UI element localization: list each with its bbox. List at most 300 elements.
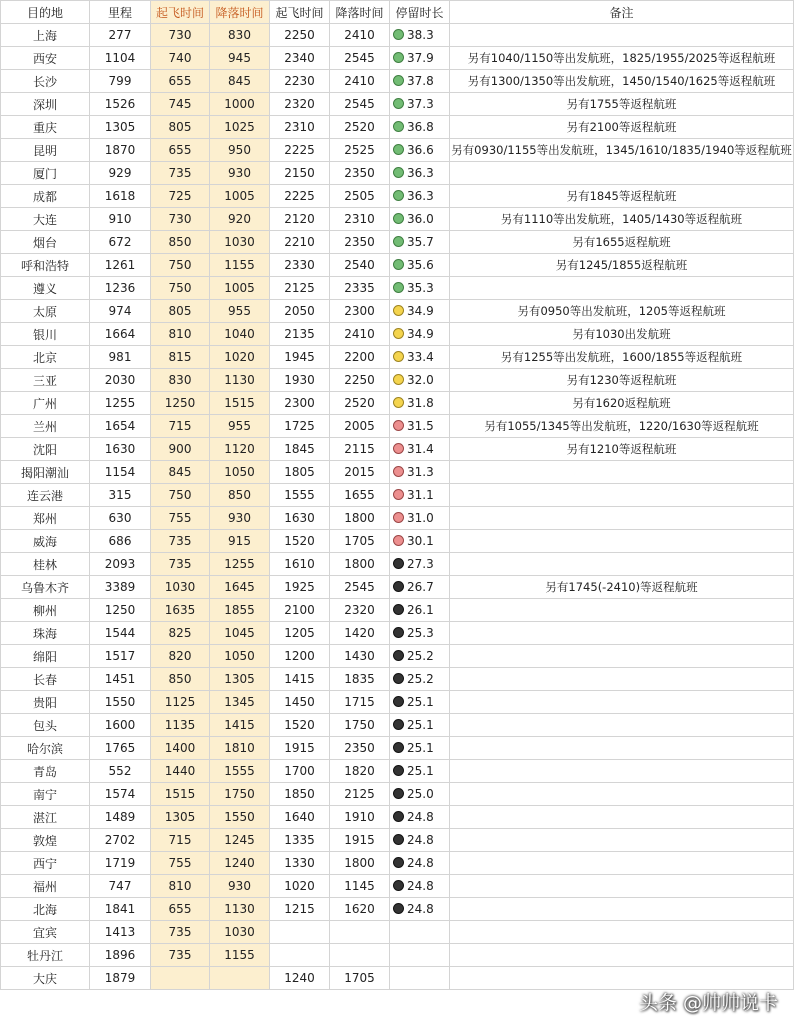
stay-duration-cell xyxy=(390,760,450,783)
stay-value: 31.1 xyxy=(407,488,434,502)
return-arrival-cell: 1915 xyxy=(330,829,390,852)
return-arrival-cell: 1910 xyxy=(330,806,390,829)
stay-value: 37.9 xyxy=(407,51,434,65)
destination-cell: 湛江 xyxy=(1,806,90,829)
table-row xyxy=(1,231,794,254)
outbound-arrival-cell: 1750 xyxy=(210,783,270,806)
black-status-dot-icon xyxy=(393,673,404,684)
outbound-arrival-cell xyxy=(210,967,270,990)
return-departure-cell xyxy=(270,921,330,944)
table-row xyxy=(1,208,794,231)
black-status-dot-icon xyxy=(393,903,404,914)
destination-cell: 成都 xyxy=(1,185,90,208)
notes-cell xyxy=(450,714,794,737)
outbound-arrival-cell: 1255 xyxy=(210,553,270,576)
notes-cell: 另有1255等出发航班，1600/1855等返程航班 xyxy=(450,346,794,369)
red-status-dot-icon xyxy=(393,512,404,523)
return-departure-cell: 1845 xyxy=(270,438,330,461)
table-row xyxy=(1,967,794,990)
return-arrival-cell: 2525 xyxy=(330,139,390,162)
header-outbound-departure: 起飞时间 xyxy=(151,1,210,24)
stay-value: 24.8 xyxy=(407,856,434,870)
yellow-status-dot-icon xyxy=(393,351,404,362)
outbound-departure-cell: 1635 xyxy=(151,599,210,622)
return-arrival-cell: 1820 xyxy=(330,760,390,783)
return-arrival-cell: 2310 xyxy=(330,208,390,231)
destination-cell: 烟台 xyxy=(1,231,90,254)
distance-cell: 1765 xyxy=(90,737,151,760)
outbound-departure-cell: 1440 xyxy=(151,760,210,783)
return-arrival-cell: 1715 xyxy=(330,691,390,714)
destination-cell: 西宁 xyxy=(1,852,90,875)
return-arrival-cell: 1800 xyxy=(330,852,390,875)
destination-cell: 贵阳 xyxy=(1,691,90,714)
notes-cell xyxy=(450,806,794,829)
outbound-arrival-cell: 1040 xyxy=(210,323,270,346)
distance-cell: 2030 xyxy=(90,369,151,392)
return-arrival-cell: 2540 xyxy=(330,254,390,277)
notes-cell: 另有1620返程航班 xyxy=(450,392,794,415)
stay-duration-cell xyxy=(390,668,450,691)
outbound-departure-cell: 1250 xyxy=(151,392,210,415)
stay-value: 25.1 xyxy=(407,764,434,778)
distance-cell: 1896 xyxy=(90,944,151,967)
stay-duration-cell xyxy=(390,967,450,990)
return-arrival-cell: 2520 xyxy=(330,116,390,139)
table-row xyxy=(1,645,794,668)
outbound-arrival-cell: 1245 xyxy=(210,829,270,852)
return-departure-cell: 1640 xyxy=(270,806,330,829)
green-status-dot-icon xyxy=(393,167,404,178)
stay-value: 24.8 xyxy=(407,902,434,916)
table-row xyxy=(1,852,794,875)
destination-cell: 三亚 xyxy=(1,369,90,392)
table-row xyxy=(1,116,794,139)
distance-cell: 1413 xyxy=(90,921,151,944)
outbound-departure-cell: 735 xyxy=(151,921,210,944)
yellow-status-dot-icon xyxy=(393,397,404,408)
outbound-departure-cell: 850 xyxy=(151,231,210,254)
return-departure-cell: 2135 xyxy=(270,323,330,346)
return-departure-cell: 1335 xyxy=(270,829,330,852)
stay-value: 36.0 xyxy=(407,212,434,226)
outbound-arrival-cell: 845 xyxy=(210,70,270,93)
outbound-arrival-cell: 1020 xyxy=(210,346,270,369)
distance-cell: 552 xyxy=(90,760,151,783)
green-status-dot-icon xyxy=(393,236,404,247)
notes-cell: 另有1040/1150等出发航班，1825/1955/2025等返程航班 xyxy=(450,47,794,70)
distance-cell: 1618 xyxy=(90,185,151,208)
green-status-dot-icon xyxy=(393,144,404,155)
return-arrival-cell: 2545 xyxy=(330,576,390,599)
black-status-dot-icon xyxy=(393,650,404,661)
stay-value: 26.7 xyxy=(407,580,434,594)
notes-cell xyxy=(450,530,794,553)
stay-duration-cell xyxy=(390,277,450,300)
stay-duration-cell xyxy=(390,622,450,645)
destination-cell: 银川 xyxy=(1,323,90,346)
distance-cell: 1719 xyxy=(90,852,151,875)
outbound-departure-cell: 830 xyxy=(151,369,210,392)
green-status-dot-icon xyxy=(393,213,404,224)
return-departure-cell: 2125 xyxy=(270,277,330,300)
green-status-dot-icon xyxy=(393,75,404,86)
outbound-departure-cell: 850 xyxy=(151,668,210,691)
table-row xyxy=(1,185,794,208)
table-row xyxy=(1,24,794,47)
stay-value: 37.8 xyxy=(407,74,434,88)
stay-duration-cell xyxy=(390,254,450,277)
return-departure-cell: 1555 xyxy=(270,484,330,507)
outbound-arrival-cell: 1345 xyxy=(210,691,270,714)
stay-duration-cell xyxy=(390,507,450,530)
stay-value: 24.8 xyxy=(407,833,434,847)
notes-cell xyxy=(450,277,794,300)
red-status-dot-icon xyxy=(393,489,404,500)
stay-value: 25.0 xyxy=(407,787,434,801)
black-status-dot-icon xyxy=(393,857,404,868)
outbound-departure-cell: 655 xyxy=(151,898,210,921)
distance-cell: 1600 xyxy=(90,714,151,737)
stay-duration-cell xyxy=(390,346,450,369)
distance-cell: 1630 xyxy=(90,438,151,461)
stay-duration-cell xyxy=(390,645,450,668)
distance-cell: 981 xyxy=(90,346,151,369)
notes-cell xyxy=(450,967,794,990)
stay-value: 24.8 xyxy=(407,810,434,824)
return-departure-cell: 2310 xyxy=(270,116,330,139)
outbound-arrival-cell: 1155 xyxy=(210,944,270,967)
distance-cell: 1664 xyxy=(90,323,151,346)
destination-cell: 连云港 xyxy=(1,484,90,507)
return-arrival-cell: 1705 xyxy=(330,967,390,990)
notes-cell xyxy=(450,668,794,691)
outbound-departure-cell: 845 xyxy=(151,461,210,484)
return-departure-cell: 1330 xyxy=(270,852,330,875)
destination-cell: 南宁 xyxy=(1,783,90,806)
outbound-departure-cell: 715 xyxy=(151,829,210,852)
notes-cell xyxy=(450,760,794,783)
distance-cell: 1654 xyxy=(90,415,151,438)
outbound-departure-cell: 1030 xyxy=(151,576,210,599)
stay-value: 25.2 xyxy=(407,649,434,663)
notes-cell xyxy=(450,921,794,944)
return-departure-cell: 1805 xyxy=(270,461,330,484)
destination-cell: 厦门 xyxy=(1,162,90,185)
stay-value: 34.9 xyxy=(407,304,434,318)
distance-cell: 1841 xyxy=(90,898,151,921)
return-departure-cell: 1520 xyxy=(270,714,330,737)
outbound-departure-cell: 655 xyxy=(151,139,210,162)
stay-duration-cell xyxy=(390,553,450,576)
return-arrival-cell: 2250 xyxy=(330,369,390,392)
notes-cell xyxy=(450,484,794,507)
notes-cell xyxy=(450,162,794,185)
notes-cell xyxy=(450,829,794,852)
stay-value: 36.3 xyxy=(407,189,434,203)
outbound-arrival-cell: 955 xyxy=(210,415,270,438)
distance-cell: 630 xyxy=(90,507,151,530)
stay-value: 34.9 xyxy=(407,327,434,341)
notes-cell: 另有1210等返程航班 xyxy=(450,438,794,461)
table-row xyxy=(1,47,794,70)
return-departure-cell: 2330 xyxy=(270,254,330,277)
outbound-departure-cell: 730 xyxy=(151,208,210,231)
green-status-dot-icon xyxy=(393,259,404,270)
outbound-arrival-cell: 1000 xyxy=(210,93,270,116)
table-row xyxy=(1,760,794,783)
table-row xyxy=(1,277,794,300)
stay-duration-cell xyxy=(390,323,450,346)
table-row xyxy=(1,392,794,415)
stay-value: 35.7 xyxy=(407,235,434,249)
destination-cell: 柳州 xyxy=(1,599,90,622)
destination-cell: 沈阳 xyxy=(1,438,90,461)
destination-cell: 牡丹江 xyxy=(1,944,90,967)
table-row xyxy=(1,461,794,484)
destination-cell: 包头 xyxy=(1,714,90,737)
return-arrival-cell: 2520 xyxy=(330,392,390,415)
table-row xyxy=(1,691,794,714)
table-row xyxy=(1,668,794,691)
distance-cell: 1574 xyxy=(90,783,151,806)
destination-cell: 广州 xyxy=(1,392,90,415)
outbound-arrival-cell: 1120 xyxy=(210,438,270,461)
green-status-dot-icon xyxy=(393,29,404,40)
outbound-arrival-cell: 1305 xyxy=(210,668,270,691)
destination-cell: 北海 xyxy=(1,898,90,921)
outbound-departure-cell: 745 xyxy=(151,93,210,116)
distance-cell: 2093 xyxy=(90,553,151,576)
return-arrival-cell: 1145 xyxy=(330,875,390,898)
table-row xyxy=(1,346,794,369)
outbound-departure-cell: 740 xyxy=(151,47,210,70)
return-arrival-cell: 2545 xyxy=(330,93,390,116)
outbound-departure-cell: 810 xyxy=(151,323,210,346)
outbound-arrival-cell: 830 xyxy=(210,24,270,47)
return-departure-cell: 1945 xyxy=(270,346,330,369)
distance-cell: 799 xyxy=(90,70,151,93)
black-status-dot-icon xyxy=(393,788,404,799)
stay-duration-cell xyxy=(390,116,450,139)
return-departure-cell: 1415 xyxy=(270,668,330,691)
return-arrival-cell xyxy=(330,921,390,944)
distance-cell: 1305 xyxy=(90,116,151,139)
return-arrival-cell: 2200 xyxy=(330,346,390,369)
outbound-departure-cell: 805 xyxy=(151,116,210,139)
table-row xyxy=(1,139,794,162)
table-row xyxy=(1,323,794,346)
notes-cell xyxy=(450,645,794,668)
distance-cell: 1154 xyxy=(90,461,151,484)
table-row xyxy=(1,438,794,461)
outbound-arrival-cell: 1130 xyxy=(210,898,270,921)
green-status-dot-icon xyxy=(393,190,404,201)
distance-cell: 315 xyxy=(90,484,151,507)
return-departure-cell xyxy=(270,944,330,967)
outbound-departure-cell: 735 xyxy=(151,162,210,185)
destination-cell: 揭阳潮汕 xyxy=(1,461,90,484)
destination-cell: 昆明 xyxy=(1,139,90,162)
stay-value: 25.2 xyxy=(407,672,434,686)
destination-cell: 太原 xyxy=(1,300,90,323)
watermark: 头条 @帅帅说卡 xyxy=(638,992,778,1014)
stay-value: 31.0 xyxy=(407,511,434,525)
table-row xyxy=(1,484,794,507)
green-status-dot-icon xyxy=(393,282,404,293)
return-departure-cell: 2225 xyxy=(270,139,330,162)
stay-value: 27.3 xyxy=(407,557,434,571)
table-body xyxy=(1,24,794,990)
red-status-dot-icon xyxy=(393,443,404,454)
return-arrival-cell: 1705 xyxy=(330,530,390,553)
notes-cell xyxy=(450,852,794,875)
table-row xyxy=(1,507,794,530)
table-row xyxy=(1,254,794,277)
outbound-departure-cell: 715 xyxy=(151,415,210,438)
return-departure-cell: 2210 xyxy=(270,231,330,254)
destination-cell: 上海 xyxy=(1,24,90,47)
return-arrival-cell: 1420 xyxy=(330,622,390,645)
stay-value: 36.3 xyxy=(407,166,434,180)
outbound-departure-cell xyxy=(151,967,210,990)
stay-duration-cell xyxy=(390,438,450,461)
return-departure-cell: 1520 xyxy=(270,530,330,553)
destination-cell: 青岛 xyxy=(1,760,90,783)
yellow-status-dot-icon xyxy=(393,305,404,316)
table-row xyxy=(1,576,794,599)
outbound-departure-cell: 655 xyxy=(151,70,210,93)
table-row xyxy=(1,599,794,622)
table-row xyxy=(1,898,794,921)
black-status-dot-icon xyxy=(393,880,404,891)
stay-value: 38.3 xyxy=(407,28,434,42)
distance-cell: 1517 xyxy=(90,645,151,668)
table-row xyxy=(1,875,794,898)
outbound-arrival-cell: 915 xyxy=(210,530,270,553)
outbound-arrival-cell: 920 xyxy=(210,208,270,231)
distance-cell: 929 xyxy=(90,162,151,185)
outbound-arrival-cell: 1030 xyxy=(210,231,270,254)
outbound-departure-cell: 755 xyxy=(151,852,210,875)
return-arrival-cell: 2115 xyxy=(330,438,390,461)
notes-cell xyxy=(450,691,794,714)
header-outbound-arrival: 降落时间 xyxy=(210,1,270,24)
distance-cell: 277 xyxy=(90,24,151,47)
black-status-dot-icon xyxy=(393,765,404,776)
table-row xyxy=(1,737,794,760)
return-arrival-cell: 2410 xyxy=(330,70,390,93)
return-departure-cell: 1725 xyxy=(270,415,330,438)
stay-duration-cell xyxy=(390,392,450,415)
outbound-departure-cell: 750 xyxy=(151,254,210,277)
header-distance: 里程 xyxy=(90,1,151,24)
outbound-departure-cell: 810 xyxy=(151,875,210,898)
stay-duration-cell xyxy=(390,714,450,737)
notes-cell xyxy=(450,507,794,530)
stay-value: 25.1 xyxy=(407,741,434,755)
stay-value: 36.8 xyxy=(407,120,434,134)
notes-cell: 另有1245/1855返程航班 xyxy=(450,254,794,277)
header-stay-duration: 停留时长 xyxy=(390,1,450,24)
table-row xyxy=(1,162,794,185)
stay-duration-cell xyxy=(390,461,450,484)
notes-cell xyxy=(450,898,794,921)
table-row xyxy=(1,829,794,852)
table-row xyxy=(1,806,794,829)
table-row xyxy=(1,415,794,438)
destination-cell: 呼和浩特 xyxy=(1,254,90,277)
notes-cell: 另有1755等返程航班 xyxy=(450,93,794,116)
notes-cell xyxy=(450,783,794,806)
outbound-departure-cell: 750 xyxy=(151,277,210,300)
outbound-arrival-cell: 945 xyxy=(210,47,270,70)
black-status-dot-icon xyxy=(393,581,404,592)
notes-cell: 另有1845等返程航班 xyxy=(450,185,794,208)
outbound-arrival-cell: 1855 xyxy=(210,599,270,622)
destination-cell: 珠海 xyxy=(1,622,90,645)
distance-cell: 672 xyxy=(90,231,151,254)
return-arrival-cell: 2410 xyxy=(330,24,390,47)
return-arrival-cell: 2335 xyxy=(330,277,390,300)
return-departure-cell: 2320 xyxy=(270,93,330,116)
return-arrival-cell: 2125 xyxy=(330,783,390,806)
notes-cell: 另有1300/1350等出发航班，1450/1540/1625等返程航班 xyxy=(450,70,794,93)
stay-value: 31.4 xyxy=(407,442,434,456)
return-departure-cell: 1200 xyxy=(270,645,330,668)
stay-duration-cell xyxy=(390,875,450,898)
destination-cell: 长沙 xyxy=(1,70,90,93)
table-row xyxy=(1,553,794,576)
return-departure-cell: 1915 xyxy=(270,737,330,760)
outbound-departure-cell: 755 xyxy=(151,507,210,530)
return-departure-cell: 2230 xyxy=(270,70,330,93)
return-arrival-cell: 1750 xyxy=(330,714,390,737)
stay-duration-cell xyxy=(390,185,450,208)
black-status-dot-icon xyxy=(393,719,404,730)
outbound-arrival-cell: 950 xyxy=(210,139,270,162)
table-row xyxy=(1,714,794,737)
notes-cell: 另有0950等出发航班，1205等返程航班 xyxy=(450,300,794,323)
stay-value: 25.1 xyxy=(407,718,434,732)
distance-cell: 2702 xyxy=(90,829,151,852)
black-status-dot-icon xyxy=(393,558,404,569)
outbound-departure-cell: 820 xyxy=(151,645,210,668)
destination-cell: 大庆 xyxy=(1,967,90,990)
destination-cell: 郑州 xyxy=(1,507,90,530)
return-departure-cell: 1020 xyxy=(270,875,330,898)
stay-duration-cell xyxy=(390,24,450,47)
distance-cell: 1236 xyxy=(90,277,151,300)
outbound-departure-cell: 805 xyxy=(151,300,210,323)
distance-cell: 1489 xyxy=(90,806,151,829)
distance-cell: 1544 xyxy=(90,622,151,645)
return-departure-cell: 1240 xyxy=(270,967,330,990)
outbound-departure-cell: 725 xyxy=(151,185,210,208)
outbound-arrival-cell: 850 xyxy=(210,484,270,507)
destination-cell: 长春 xyxy=(1,668,90,691)
distance-cell: 1550 xyxy=(90,691,151,714)
stay-value: 31.3 xyxy=(407,465,434,479)
outbound-arrival-cell: 1155 xyxy=(210,254,270,277)
destination-cell: 重庆 xyxy=(1,116,90,139)
outbound-arrival-cell: 930 xyxy=(210,507,270,530)
return-arrival-cell: 2505 xyxy=(330,185,390,208)
stay-duration-cell xyxy=(390,415,450,438)
destination-cell: 福州 xyxy=(1,875,90,898)
stay-duration-cell xyxy=(390,484,450,507)
outbound-arrival-cell: 1005 xyxy=(210,185,270,208)
